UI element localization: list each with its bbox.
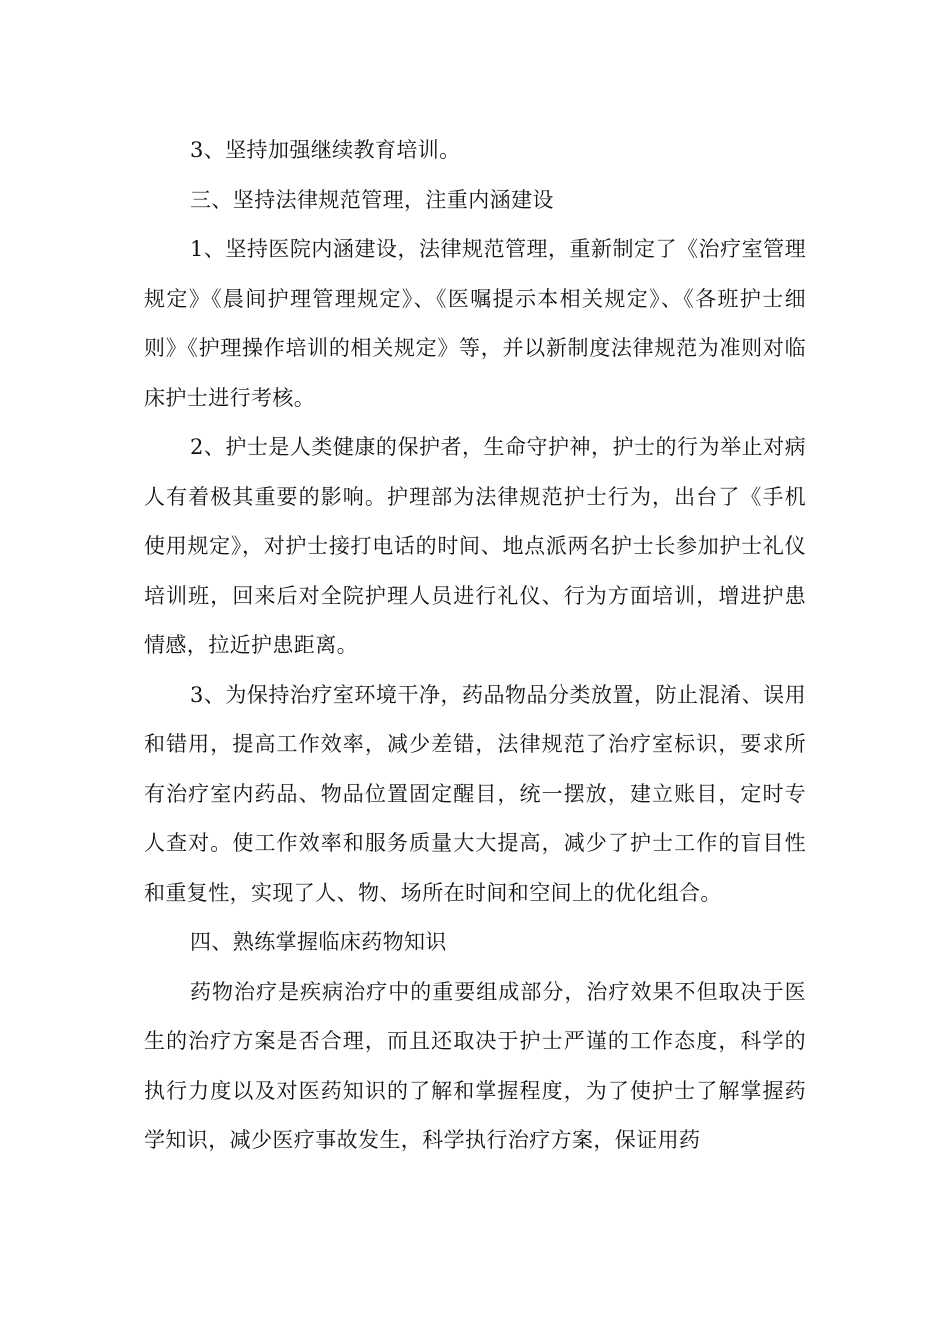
paragraph-drug-therapy: 药物治疗是疾病治疗中的重要组成部分，治疗效果不但取决于医生的治疗方案是否合理，而且还取决于护士严谨的工作态度，科学的执行力度以及对医药知识的了解和掌握程度，为了使护士了解掌握药学知识，减少医疗事故发生，科学执行治疗方案，保证用药 <box>144 979 806 1152</box>
paragraph-new-regulations: 1、坚持医院内涵建设，法律规范管理，重新制定了《治疗室管理规定》《晨间护理管理规定》、《医嘱提示本相关规定》、《各班护士细则》《护理操作培训的相关规定》等，并以新制度法律规范为准则对临床护士进行考核。 <box>144 237 806 410</box>
paragraph-nurse-conduct: 2、护士是人类健康的保护者，生命守护神，护士的行为举止对病人有着极其重要的影响。护理部为法律规范护士行为，出台了《手机使用规定》，对护士接打电话的时间、地点派两名护士长参加护士礼仪培训班，回来后对全院护理人员进行礼仪、行为方面培训，增进护患情感，拉近护患距离。 <box>144 435 806 657</box>
section-heading-drug-knowledge: 四、熟练掌握临床药物知识 <box>190 930 447 954</box>
paragraph-treatment-room: 3、为保持治疗室环境干净，药品物品分类放置，防止混淆、误用和错用，提高工作效率，减少差错，法律规范了治疗室标识，要求所有治疗室内药品、物品位置固定醒目，统一摆放，建立账目，定时专人查对。使工作效率和服务质量大大提高，减少了护士工作的盲目性和重复性，实现了人、物、场所在时间和空间上的优化组合。 <box>144 682 806 905</box>
document-body <box>144 126 806 1166</box>
paragraph-continuing-education: 3、坚持加强继续教育培训。 <box>190 138 461 162</box>
section-heading-legal-management: 三、坚持法律规范管理，注重内涵建设 <box>190 187 554 212</box>
